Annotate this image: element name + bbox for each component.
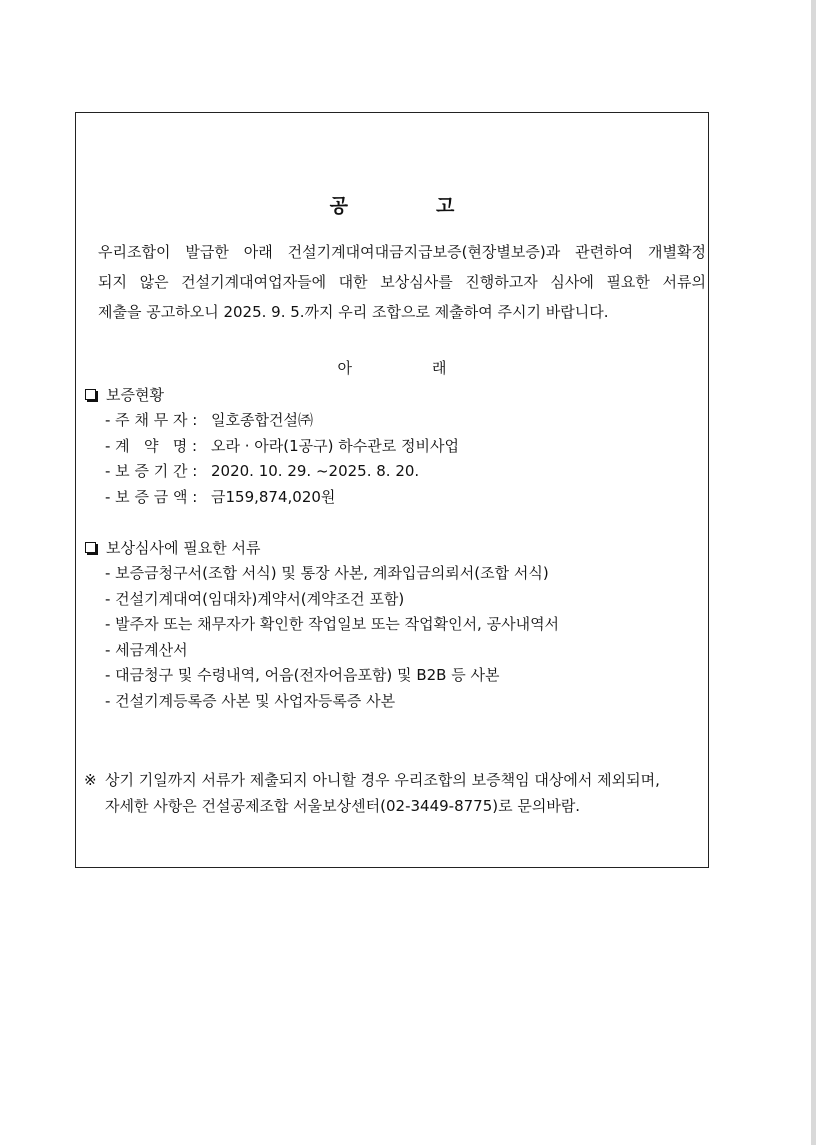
intro-line: 우리조합이 발급한 아래 건설기계대여대금지급보증(현장별보증)과 관련하여 개별확정 (98, 243, 706, 261)
document-item: - 발주자 또는 채무자가 확인한 작업일보 또는 작업확인서, 공사내역서 (105, 615, 560, 633)
required-documents-section (83, 536, 559, 714)
item-label: - 보 증 금 액 : (105, 487, 198, 506)
guarantee-status-section (83, 383, 459, 510)
item-value: 일호종합건설㈜ (211, 411, 313, 429)
title-char-right: 고 (436, 195, 455, 217)
subheading-char-right: 래 (432, 359, 447, 377)
document-item: - 건설기계등록증 사본 및 사업자등록증 사본 (105, 691, 396, 710)
guarantee-item-debtor (83, 408, 459, 434)
section-heading-text: 보상심사에 필요한 서류 (106, 539, 261, 557)
item-value: 오라 · 아라(1공구) 하수관로 정비사업 (211, 436, 459, 455)
document-item: - 대금청구 및 수령내역, 어음(전자어음포함) 및 B2B 등 사본 (105, 666, 500, 684)
footnote-line: 자세한 사항은 건설공제조합 서울보상센터(02-3449-8775)로 문의바람. (105, 797, 581, 815)
footnote (84, 767, 704, 819)
checkbox-square-icon (85, 542, 96, 553)
section-heading (83, 383, 459, 408)
guarantee-item-period (83, 459, 459, 485)
document-item: - 세금계산서 (105, 640, 188, 659)
page-edge-strip (811, 0, 816, 1145)
document-item: - 건설기계대여(임대차)계약서(계약조건 포함) (105, 589, 405, 608)
intro-line: 되지 않은 건설기계대여업자들에 대한 보상심사를 진행하고자 심사에 필요한 서류의 (98, 273, 706, 291)
intro-line: 제출을 공고하오니 2025. 9. 5.까지 우리 조합으로 제출하여 주시기 바랍니다. (98, 303, 609, 321)
notice-title (76, 191, 708, 218)
item-value: 금159,874,020원 (211, 487, 336, 506)
item-label: - 보 증 기 간 : (105, 462, 198, 480)
guarantee-item-amount (83, 485, 459, 511)
item-value: 2020. 10. 29. ~2025. 8. 20. (211, 462, 420, 480)
notice-box (75, 112, 709, 868)
reference-mark-icon: ※ (84, 771, 97, 789)
subheading-char-left: 아 (337, 359, 352, 377)
document-item: - 보증금청구서(조합 서식) 및 통장 사본, 계좌입금의뢰서(조합 서식) (105, 564, 549, 582)
section-heading (83, 536, 559, 561)
checkbox-square-icon (85, 389, 96, 400)
item-label: - 계 약 명 : (105, 436, 198, 455)
details-subheading (76, 357, 708, 378)
title-char-left: 공 (329, 195, 348, 217)
guarantee-item-contract (83, 434, 459, 460)
footnote-line: 상기 기일까지 서류가 제출되지 아니할 경우 우리조합의 보증책임 대상에서 제외되며, (105, 771, 660, 789)
section-heading-text: 보증현황 (106, 386, 164, 404)
item-label: - 주 채 무 자 : (105, 411, 198, 429)
intro-paragraph (98, 237, 706, 327)
